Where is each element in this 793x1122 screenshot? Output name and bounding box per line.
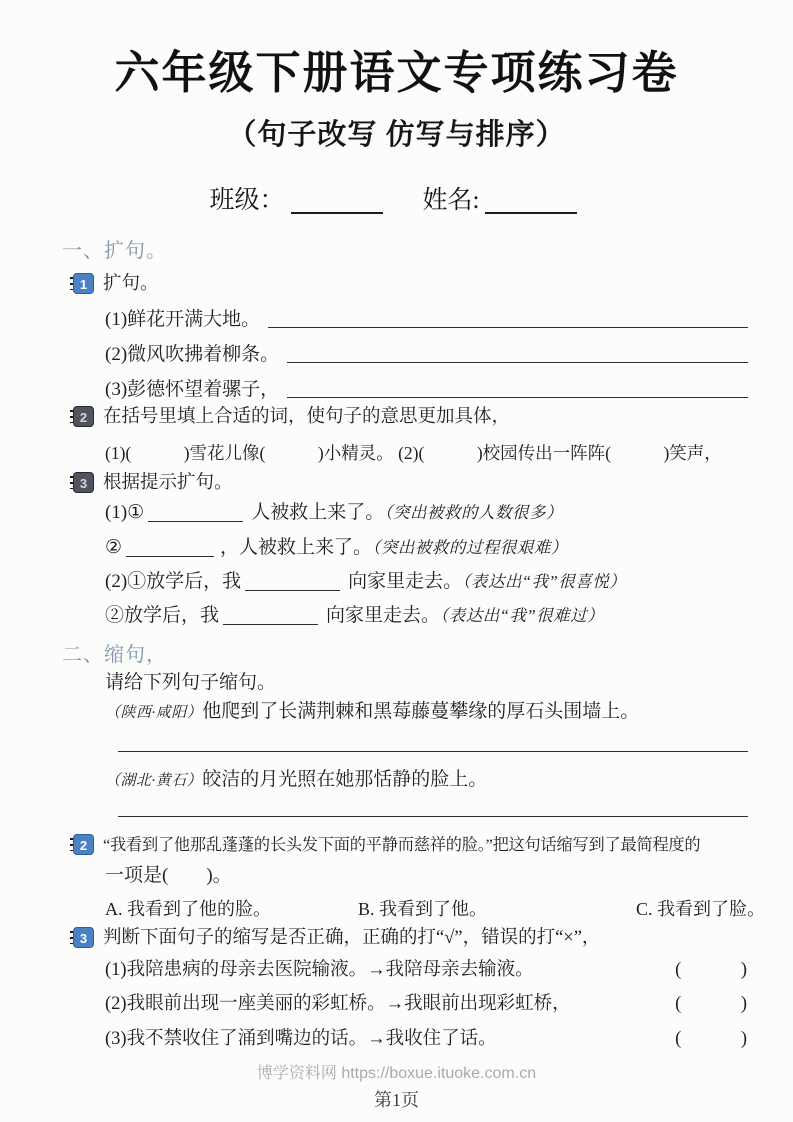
question-number-badge: 2 (73, 406, 94, 427)
page-subtitle: （句子改写 仿写与排序） (227, 119, 566, 151)
answer-blank (148, 502, 243, 522)
item-text: (1)鲜花开满大地。 (105, 309, 261, 330)
student-info-row (0, 180, 793, 216)
answer-line (287, 397, 748, 398)
item-text: (2)我眼前出现一座美丽的彩虹桥。→我眼前出现彩虹桥， (105, 994, 571, 1014)
name-label: 姓名: (422, 187, 480, 214)
answer-line (118, 751, 748, 752)
option-c: C. 我看到了脸。 (636, 899, 766, 919)
s1-question3-row (73, 471, 748, 495)
s1-q3-item2 (105, 535, 748, 561)
item-text: ②放学后，我 (105, 605, 220, 626)
answer-blank (223, 605, 318, 625)
judgement-parens: ( ) (675, 960, 748, 980)
s1-question1-row (73, 272, 748, 296)
s1-q3-item1 (105, 500, 748, 526)
s2-q1-item2 (105, 767, 748, 794)
item-hint: （表达出“我”很喜悦） (462, 572, 627, 591)
item-text: (1)我陪患病的母亲去医院输液。→我陪母亲去输液。 (105, 960, 534, 980)
page-title: 六年级下册语文专项练习卷 (114, 48, 679, 98)
item-hint: （突出被救的人数很多） (384, 503, 563, 522)
s1-question2-row (73, 405, 748, 429)
section1-heading: 一、扩句。 (62, 240, 167, 262)
s1-q1-item2 (105, 342, 748, 368)
option-b: B. 我看到了他。 (358, 899, 488, 919)
question-prompt: 判断下面句子的缩写是否正确，正确的打“√”，错误的打“×”， (103, 928, 601, 948)
s2-q2-line2: 一项是( )。 (105, 865, 232, 886)
item-text: (2)①放学后，我 (105, 571, 242, 592)
item-text: (1)① (105, 502, 145, 523)
question-prompt: 根据提示扩句。 (103, 473, 233, 493)
footer-site-text: 博学资料网 https://boxue.ituoke.com.cn (256, 1065, 537, 1082)
question-prompt: 扩句。 (103, 274, 159, 294)
answer-line (268, 327, 748, 328)
item-text: ，人被救上来了。 (220, 537, 373, 558)
item-text: (3)彭德怀望着骡子， (105, 379, 280, 400)
item-text: 向家里走去。 (326, 605, 441, 626)
section2-heading: 二、缩句， (62, 644, 167, 666)
s2-q2-options (105, 895, 766, 921)
s2-question3-row (73, 926, 748, 950)
item-text: 向家里走去。 (348, 571, 463, 592)
s1-q2-bracket-line: (1)( )雪花儿像( )小精灵。 (2)( )校园传出一阵阵( )笑声， (105, 443, 722, 463)
question-prompt: “我看到了他那乱蓬蓬的长头发下面的平静而慈祥的脸。”把这句话缩写到了最简程度的 (103, 836, 701, 854)
answer-line (118, 816, 748, 817)
judgement-parens: ( ) (675, 994, 748, 1014)
item-text: 人被救上来了。 (251, 502, 385, 523)
s2-q3-item3 (105, 1024, 748, 1050)
name-blank (485, 187, 577, 214)
option-a: A. 我看到了他的脸。 (105, 899, 271, 919)
item-text: 皎洁的月光照在她那恬静的脸上。 (202, 769, 488, 790)
item-hint: （突出被救的过程很艰难） (372, 538, 568, 557)
page-number: 第1页 (374, 1090, 419, 1110)
judgement-parens: ( ) (675, 1029, 748, 1049)
item-hint: （表达出“我”很难过） (440, 606, 605, 625)
s2-q3-item2 (105, 989, 748, 1015)
region-label: （湖北·黄石） (105, 773, 203, 789)
item-text: (2)微风吹拂着柳条。 (105, 344, 280, 365)
item-text: 他爬到了长满荆棘和黑莓藤蔓攀缘的厚石头围墙上。 (202, 701, 640, 722)
item-text: (3)我不禁收住了涌到嘴边的话。→我收住了话。 (105, 1029, 497, 1049)
answer-line (287, 362, 748, 363)
class-blank (291, 187, 383, 214)
s1-q1-item1 (105, 307, 748, 333)
s2-question2-row (73, 833, 748, 857)
question-number-badge: 3 (73, 927, 94, 948)
answer-blank (126, 537, 214, 557)
s2-q1-item1 (105, 699, 748, 726)
question-prompt: 在括号里填上合适的词，使句子的意思更加具体， (103, 407, 511, 427)
s1-q3-item4 (105, 603, 748, 629)
s2-q3-item1 (105, 955, 748, 981)
class-label: 班级： (209, 187, 285, 214)
s1-q3-item3 (105, 569, 748, 595)
s1-q1-item3 (105, 377, 748, 403)
question-number-badge: 2 (73, 834, 94, 855)
item-text: ② (105, 537, 123, 558)
answer-blank (245, 571, 340, 591)
question-number-badge: 3 (73, 472, 94, 493)
region-label: （陕西·咸阳） (105, 705, 203, 721)
question-number-badge: 1 (73, 273, 94, 294)
s2-q1-prompt: 请给下列句子缩句。 (105, 672, 277, 693)
